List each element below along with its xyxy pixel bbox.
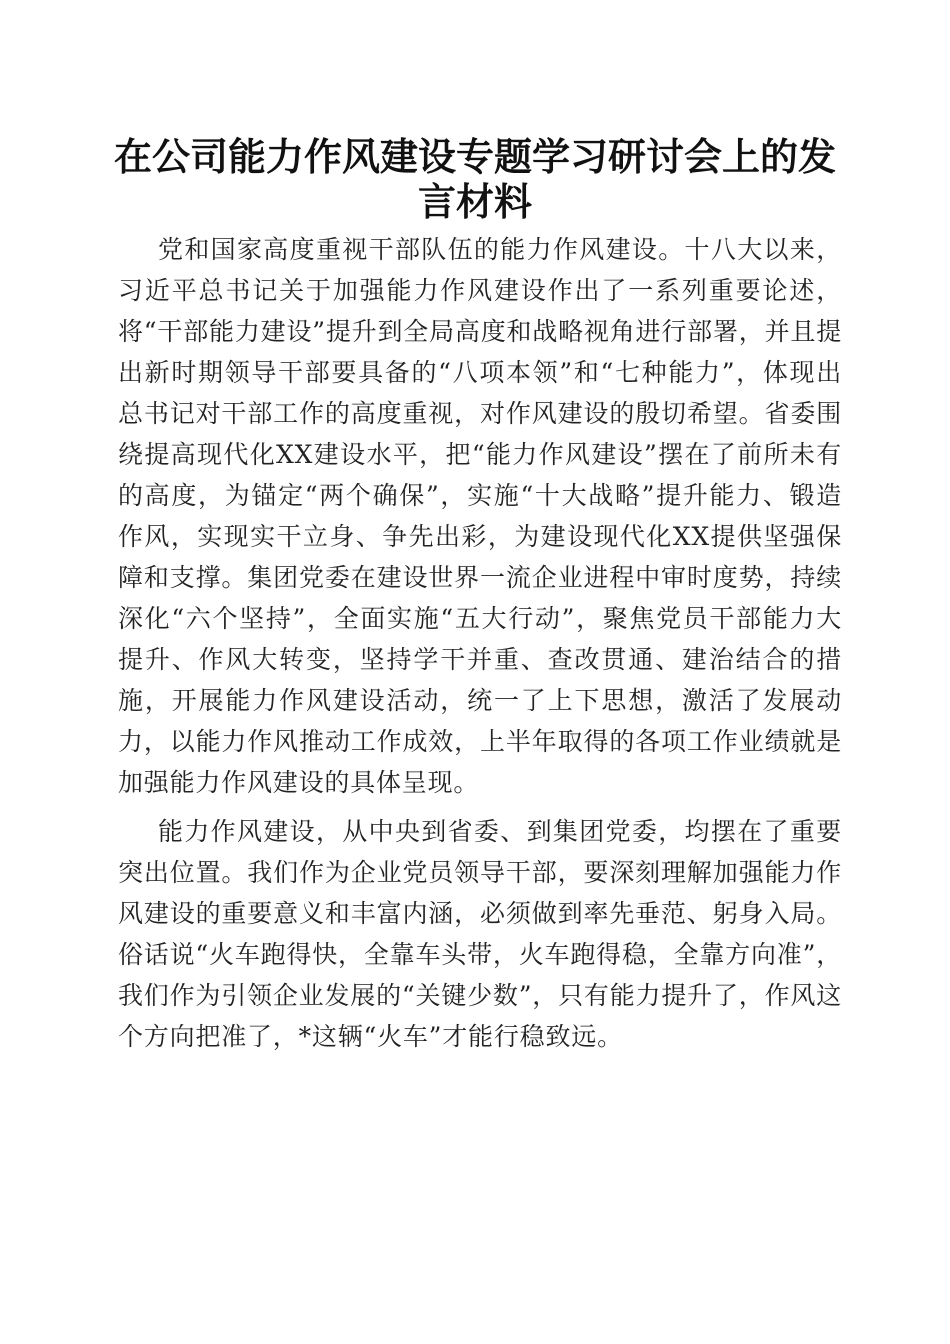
paragraph-2: 能力作风建设，从中央到省委、到集团党委，均摆在了重要突出位置。我们作为企业党员领导干部，要深刻理解加强能力作风建设的重要意义和丰富内涵，必须做到率先垂范、躬身入局。俗话说“火车跑得快，全靠车头带，火车跑得稳，全靠方向准”，我们作为引领企业发展的“关键少数”，只有能力提升了，作风这个方向把准了，*这辆“火车”才能行稳致远。 [118, 817, 842, 1051]
document-title: 在公司能力作风建设专题学习研讨会上的发言材料 [113, 134, 836, 224]
paragraph-1: 党和国家高度重视干部队伍的能力作风建设。十八大以来，习近平总书记关于加强能力作风建设作出了一系列重要论述，将“干部能力建设”提升到全局高度和战略视角进行部署，并且提出新时期领导干部要具备的“八项本领”和“七种能力”，体现出总书记对干部工作的高度重视，对作风建设的殷切希望。省委围绕提高现代化XX建设水平，把“能力作风建设”摆在了前所未有的高度，为锚定“两个确保”，实施“十大战略”提升能力、锻造作风，实现实干立身、争先出彩，为建设现代化XX提供坚强保障和支撑。集团党委在建设世界一流企业进程中审时度势，持续深化“六个坚持”，全面实施“五大行动”，聚焦党员干部能力大提升、作风大转变，坚持学干并重、查改贯通、建治结合的措施，开展能力作风建设活动，统一了上下思想，激活了发展动力，以能力作风推动工作成效，上半年取得的各项工作业绩就是加强能力作风建设的具体呈现。 [118, 235, 842, 797]
document-body [118, 229, 842, 1057]
